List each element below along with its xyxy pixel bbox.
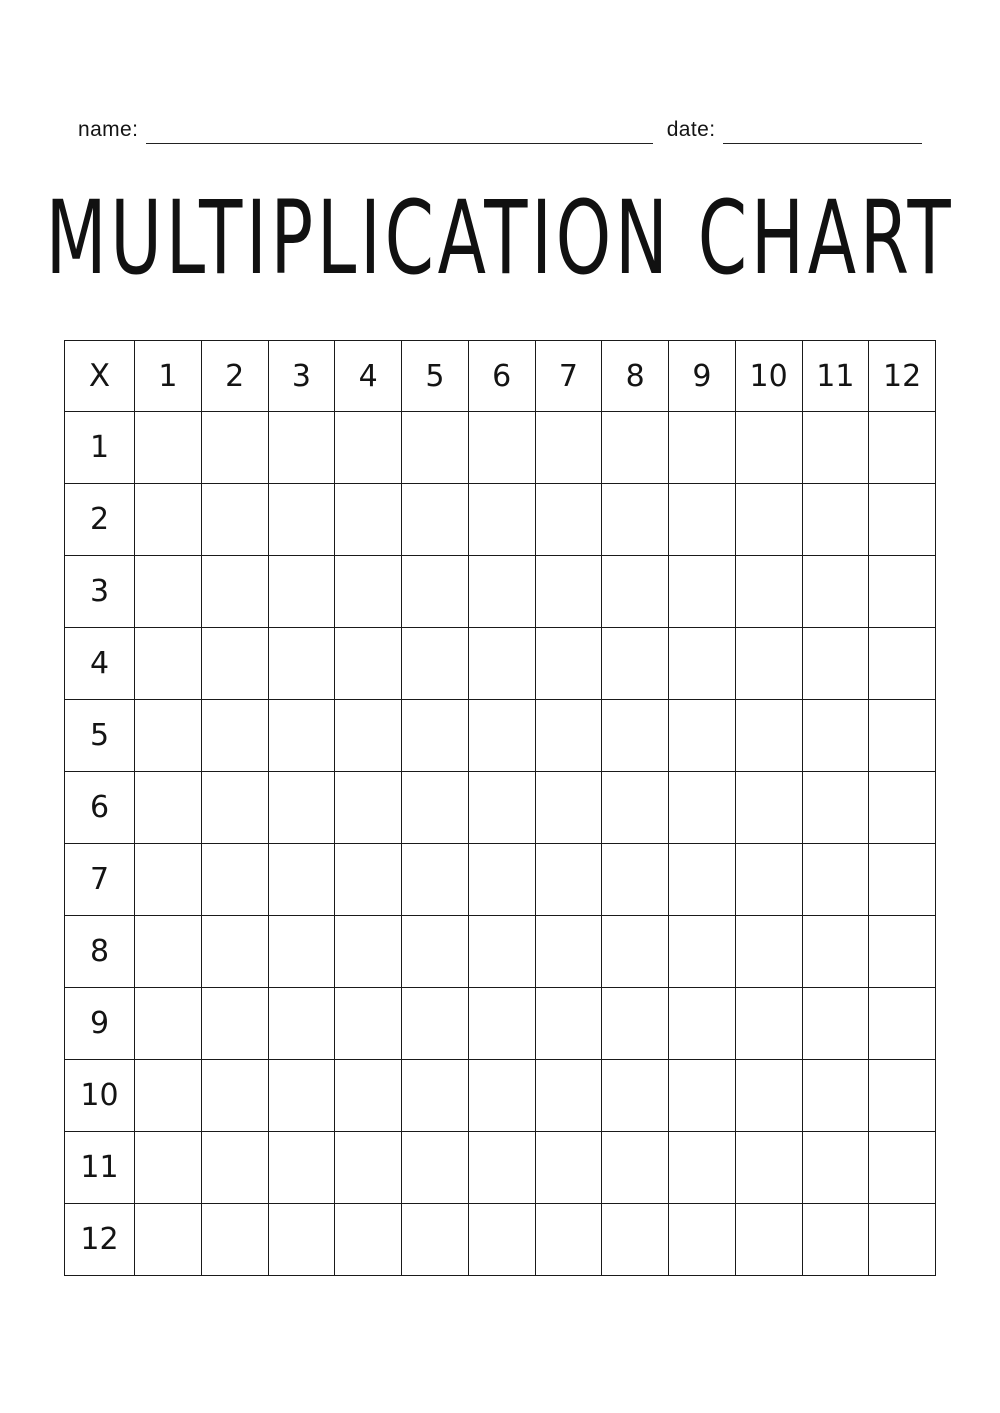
row-header-3: 3: [65, 556, 135, 628]
cell-3x2[interactable]: [201, 556, 268, 628]
cell-1x8[interactable]: [602, 412, 669, 484]
cell-9x11[interactable]: [802, 988, 869, 1060]
column-header-9: 9: [669, 341, 736, 412]
cell-2x1[interactable]: [135, 484, 202, 556]
row-header-10: 10: [65, 1060, 135, 1132]
cell-5x7[interactable]: [535, 700, 602, 772]
cell-10x5[interactable]: [402, 1060, 469, 1132]
cell-5x2[interactable]: [201, 700, 268, 772]
cell-7x11[interactable]: [802, 844, 869, 916]
cell-1x1[interactable]: [135, 412, 202, 484]
cell-1x10[interactable]: [735, 412, 802, 484]
column-header-12: 12: [869, 341, 936, 412]
cell-4x4[interactable]: [335, 628, 402, 700]
cell-8x1[interactable]: [135, 916, 202, 988]
row-header-6: 6: [65, 772, 135, 844]
table-row: [65, 844, 936, 916]
cell-10x9[interactable]: [669, 1060, 736, 1132]
row-header-12: 12: [65, 1204, 135, 1276]
cell-4x5[interactable]: [402, 628, 469, 700]
column-header-5: 5: [402, 341, 469, 412]
cell-7x4[interactable]: [335, 844, 402, 916]
table-body: [65, 341, 936, 1276]
cell-12x11[interactable]: [802, 1204, 869, 1276]
cell-10x6[interactable]: [468, 1060, 535, 1132]
cell-4x6[interactable]: [468, 628, 535, 700]
cell-9x4[interactable]: [335, 988, 402, 1060]
cell-1x3[interactable]: [268, 412, 335, 484]
cell-6x6[interactable]: [468, 772, 535, 844]
cell-4x1[interactable]: [135, 628, 202, 700]
cell-11x10[interactable]: [735, 1132, 802, 1204]
table-row: [65, 916, 936, 988]
cell-6x2[interactable]: [201, 772, 268, 844]
cell-10x4[interactable]: [335, 1060, 402, 1132]
cell-4x2[interactable]: [201, 628, 268, 700]
cell-8x8[interactable]: [602, 916, 669, 988]
cell-11x12[interactable]: [869, 1132, 936, 1204]
cell-11x9[interactable]: [669, 1132, 736, 1204]
cell-10x7[interactable]: [535, 1060, 602, 1132]
cell-10x2[interactable]: [201, 1060, 268, 1132]
cell-7x5[interactable]: [402, 844, 469, 916]
cell-6x8[interactable]: [602, 772, 669, 844]
cell-12x12[interactable]: [869, 1204, 936, 1276]
cell-5x5[interactable]: [402, 700, 469, 772]
cell-8x9[interactable]: [669, 916, 736, 988]
cell-7x8[interactable]: [602, 844, 669, 916]
cell-7x9[interactable]: [669, 844, 736, 916]
cell-8x2[interactable]: [201, 916, 268, 988]
cell-8x4[interactable]: [335, 916, 402, 988]
cell-12x7[interactable]: [535, 1204, 602, 1276]
cell-4x8[interactable]: [602, 628, 669, 700]
cell-12x5[interactable]: [402, 1204, 469, 1276]
cell-6x9[interactable]: [669, 772, 736, 844]
cell-7x6[interactable]: [468, 844, 535, 916]
table-row: [65, 556, 936, 628]
cell-3x5[interactable]: [402, 556, 469, 628]
cell-2x10[interactable]: [735, 484, 802, 556]
cell-3x9[interactable]: [669, 556, 736, 628]
row-header-1: 1: [65, 412, 135, 484]
cell-11x1[interactable]: [135, 1132, 202, 1204]
cell-9x8[interactable]: [602, 988, 669, 1060]
cell-3x4[interactable]: [335, 556, 402, 628]
cell-2x11[interactable]: [802, 484, 869, 556]
cell-10x1[interactable]: [135, 1060, 202, 1132]
cell-12x1[interactable]: [135, 1204, 202, 1276]
cell-1x9[interactable]: [669, 412, 736, 484]
table-row: [65, 484, 936, 556]
cell-4x3[interactable]: [268, 628, 335, 700]
cell-9x2[interactable]: [201, 988, 268, 1060]
column-header-7: 7: [535, 341, 602, 412]
cell-12x4[interactable]: [335, 1204, 402, 1276]
column-header-8: 8: [602, 341, 669, 412]
cell-12x2[interactable]: [201, 1204, 268, 1276]
cell-2x5[interactable]: [402, 484, 469, 556]
cell-10x3[interactable]: [268, 1060, 335, 1132]
cell-1x11[interactable]: [802, 412, 869, 484]
cell-6x5[interactable]: [402, 772, 469, 844]
cell-3x6[interactable]: [468, 556, 535, 628]
cell-9x7[interactable]: [535, 988, 602, 1060]
cell-1x5[interactable]: [402, 412, 469, 484]
cell-7x1[interactable]: [135, 844, 202, 916]
column-header-2: 2: [201, 341, 268, 412]
cell-11x8[interactable]: [602, 1132, 669, 1204]
cell-10x10[interactable]: [735, 1060, 802, 1132]
table-header-row: [65, 341, 936, 412]
cell-5x1[interactable]: [135, 700, 202, 772]
cell-6x3[interactable]: [268, 772, 335, 844]
cell-4x9[interactable]: [669, 628, 736, 700]
cell-9x12[interactable]: [869, 988, 936, 1060]
column-header-10: 10: [735, 341, 802, 412]
column-header-3: 3: [268, 341, 335, 412]
table-row: [65, 628, 936, 700]
cell-1x7[interactable]: [535, 412, 602, 484]
column-header-1: 1: [135, 341, 202, 412]
cell-1x6[interactable]: [468, 412, 535, 484]
cell-4x11[interactable]: [802, 628, 869, 700]
cell-5x12[interactable]: [869, 700, 936, 772]
cell-9x6[interactable]: [468, 988, 535, 1060]
cell-1x2[interactable]: [201, 412, 268, 484]
row-header-4: 4: [65, 628, 135, 700]
cell-9x5[interactable]: [402, 988, 469, 1060]
cell-11x3[interactable]: [268, 1132, 335, 1204]
cell-8x10[interactable]: [735, 916, 802, 988]
cell-10x11[interactable]: [802, 1060, 869, 1132]
cell-8x12[interactable]: [869, 916, 936, 988]
name-label: name:: [78, 118, 139, 141]
cell-8x7[interactable]: [535, 916, 602, 988]
column-header-4: 4: [335, 341, 402, 412]
cell-3x7[interactable]: [535, 556, 602, 628]
cell-2x4[interactable]: [335, 484, 402, 556]
cell-5x8[interactable]: [602, 700, 669, 772]
cell-8x11[interactable]: [802, 916, 869, 988]
cell-7x3[interactable]: [268, 844, 335, 916]
cell-2x8[interactable]: [602, 484, 669, 556]
cell-9x9[interactable]: [669, 988, 736, 1060]
cell-11x6[interactable]: [468, 1132, 535, 1204]
cell-12x10[interactable]: [735, 1204, 802, 1276]
student-meta-row: [78, 118, 922, 144]
cell-11x4[interactable]: [335, 1132, 402, 1204]
cell-7x12[interactable]: [869, 844, 936, 916]
cell-7x2[interactable]: [201, 844, 268, 916]
cell-5x9[interactable]: [669, 700, 736, 772]
cell-7x7[interactable]: [535, 844, 602, 916]
cell-11x11[interactable]: [802, 1132, 869, 1204]
name-input-line[interactable]: [146, 123, 652, 144]
cell-4x7[interactable]: [535, 628, 602, 700]
table-row: [65, 412, 936, 484]
table-row: [65, 700, 936, 772]
row-header-2: 2: [65, 484, 135, 556]
cell-6x1[interactable]: [135, 772, 202, 844]
cell-6x12[interactable]: [869, 772, 936, 844]
multiply-symbol-header: X: [65, 341, 135, 412]
multiplication-grid-wrap: [64, 340, 936, 1276]
cell-12x9[interactable]: [669, 1204, 736, 1276]
cell-2x6[interactable]: [468, 484, 535, 556]
cell-8x6[interactable]: [468, 916, 535, 988]
cell-6x7[interactable]: [535, 772, 602, 844]
cell-1x4[interactable]: [335, 412, 402, 484]
cell-10x8[interactable]: [602, 1060, 669, 1132]
cell-5x6[interactable]: [468, 700, 535, 772]
row-header-7: 7: [65, 844, 135, 916]
table-row: [65, 988, 936, 1060]
cell-12x3[interactable]: [268, 1204, 335, 1276]
cell-4x12[interactable]: [869, 628, 936, 700]
table-row: [65, 772, 936, 844]
cell-5x10[interactable]: [735, 700, 802, 772]
cell-6x11[interactable]: [802, 772, 869, 844]
cell-9x3[interactable]: [268, 988, 335, 1060]
cell-3x1[interactable]: [135, 556, 202, 628]
table-row: [65, 1204, 936, 1276]
page-title: MULTIPLICATION CHART: [45, 178, 955, 298]
table-row: [65, 1060, 936, 1132]
cell-3x8[interactable]: [602, 556, 669, 628]
cell-12x8[interactable]: [602, 1204, 669, 1276]
cell-6x10[interactable]: [735, 772, 802, 844]
cell-3x12[interactable]: [869, 556, 936, 628]
cell-9x1[interactable]: [135, 988, 202, 1060]
cell-3x10[interactable]: [735, 556, 802, 628]
cell-7x10[interactable]: [735, 844, 802, 916]
cell-5x3[interactable]: [268, 700, 335, 772]
date-input-line[interactable]: [723, 123, 922, 144]
cell-2x3[interactable]: [268, 484, 335, 556]
cell-5x11[interactable]: [802, 700, 869, 772]
row-header-11: 11: [65, 1132, 135, 1204]
table-row: [65, 1132, 936, 1204]
cell-2x12[interactable]: [869, 484, 936, 556]
cell-6x4[interactable]: [335, 772, 402, 844]
cell-3x11[interactable]: [802, 556, 869, 628]
cell-3x3[interactable]: [268, 556, 335, 628]
cell-9x10[interactable]: [735, 988, 802, 1060]
cell-5x4[interactable]: [335, 700, 402, 772]
cell-2x9[interactable]: [669, 484, 736, 556]
row-header-5: 5: [65, 700, 135, 772]
row-header-9: 9: [65, 988, 135, 1060]
cell-2x7[interactable]: [535, 484, 602, 556]
cell-11x7[interactable]: [535, 1132, 602, 1204]
cell-10x12[interactable]: [869, 1060, 936, 1132]
cell-2x2[interactable]: [201, 484, 268, 556]
column-header-11: 11: [802, 341, 869, 412]
cell-8x3[interactable]: [268, 916, 335, 988]
cell-12x6[interactable]: [468, 1204, 535, 1276]
column-header-6: 6: [468, 341, 535, 412]
cell-11x5[interactable]: [402, 1132, 469, 1204]
cell-1x12[interactable]: [869, 412, 936, 484]
cell-11x2[interactable]: [201, 1132, 268, 1204]
cell-4x10[interactable]: [735, 628, 802, 700]
multiplication-table: [64, 340, 936, 1276]
row-header-8: 8: [65, 916, 135, 988]
cell-8x5[interactable]: [402, 916, 469, 988]
date-label: date:: [666, 118, 716, 141]
